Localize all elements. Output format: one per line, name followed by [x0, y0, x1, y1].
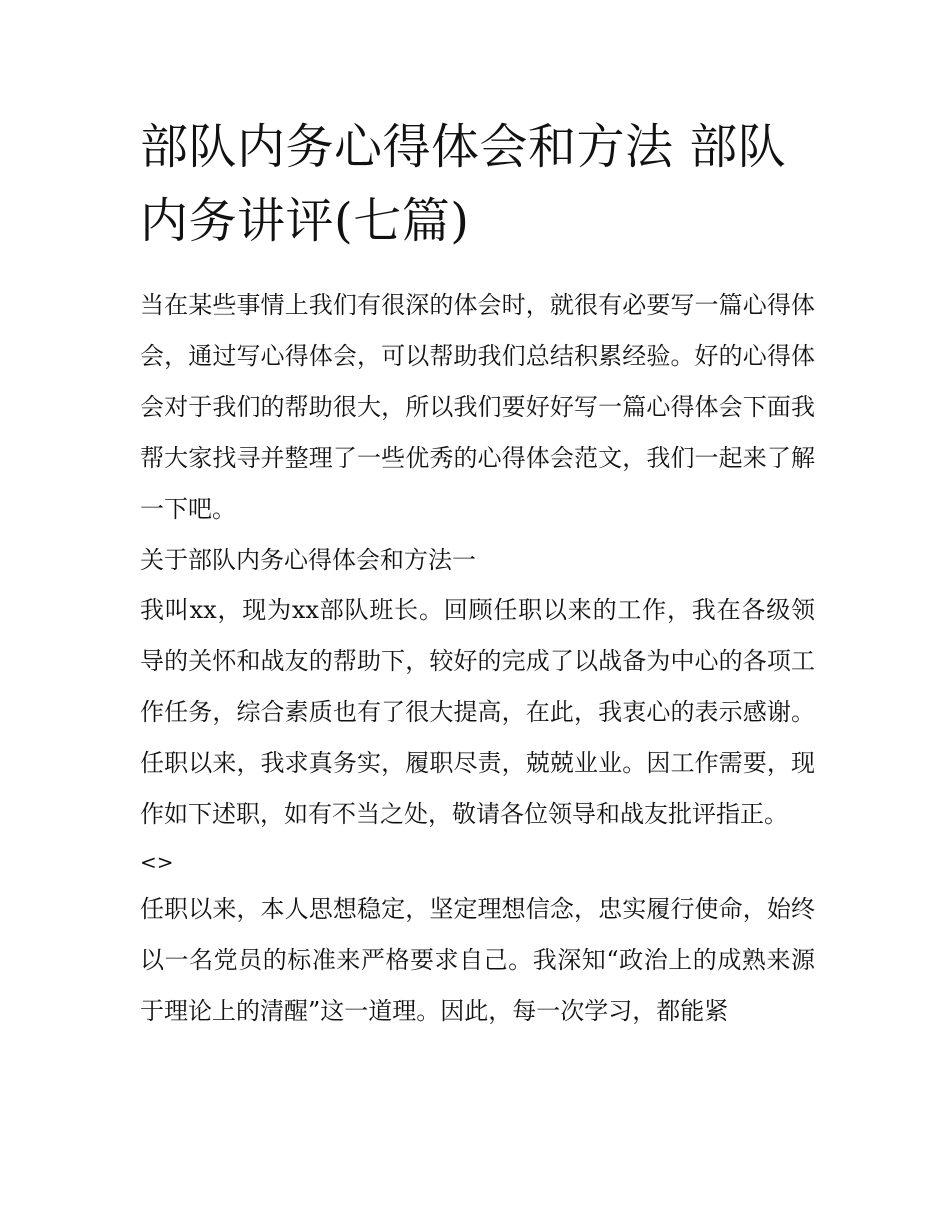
- body-paragraph-1: 我叫xx，现为xx部队班长。回顾任职以来的工作，我在各级领导的关怀和战友的帮助下，较好的完成了以战备为中心的各项工作任务，综合素质也有了很大提高，在此，我衷心的表示感谢。任职以来，我求真务实，履职尽责，兢兢业业。因工作需要，现作如下述职，如有不当之处，敬请各位领导和战友批评指正。: [140, 596, 815, 828]
- document-page: [140, 110, 815, 1037]
- document-title: 部队内务心得体会和方法 部队内务讲评(七篇): [140, 119, 787, 249]
- intro-paragraph: 当在某些事情上我们有很深的体会时，就很有必要写一篇心得体会，通过写心得体会，可以帮助我们总结积累经验。好的心得体会对于我们的帮助很大，所以我们要好好写一篇心得体会下面我帮大家找寻并整理了一些优秀的心得体会范文，我们一起来了解一下吧。: [140, 291, 815, 523]
- body-paragraph-2: 任职以来，本人思想稳定，坚定理想信念，忠实履行使命，始终以一名党员的标准来严格要求自己。我深知“政治上的成熟来源于理论上的清醒”这一道理。因此，每一次学习，都能紧: [140, 895, 815, 1025]
- section-marker: <>: [140, 850, 174, 874]
- section-heading: 关于部队内务心得体会和方法一: [140, 546, 476, 574]
